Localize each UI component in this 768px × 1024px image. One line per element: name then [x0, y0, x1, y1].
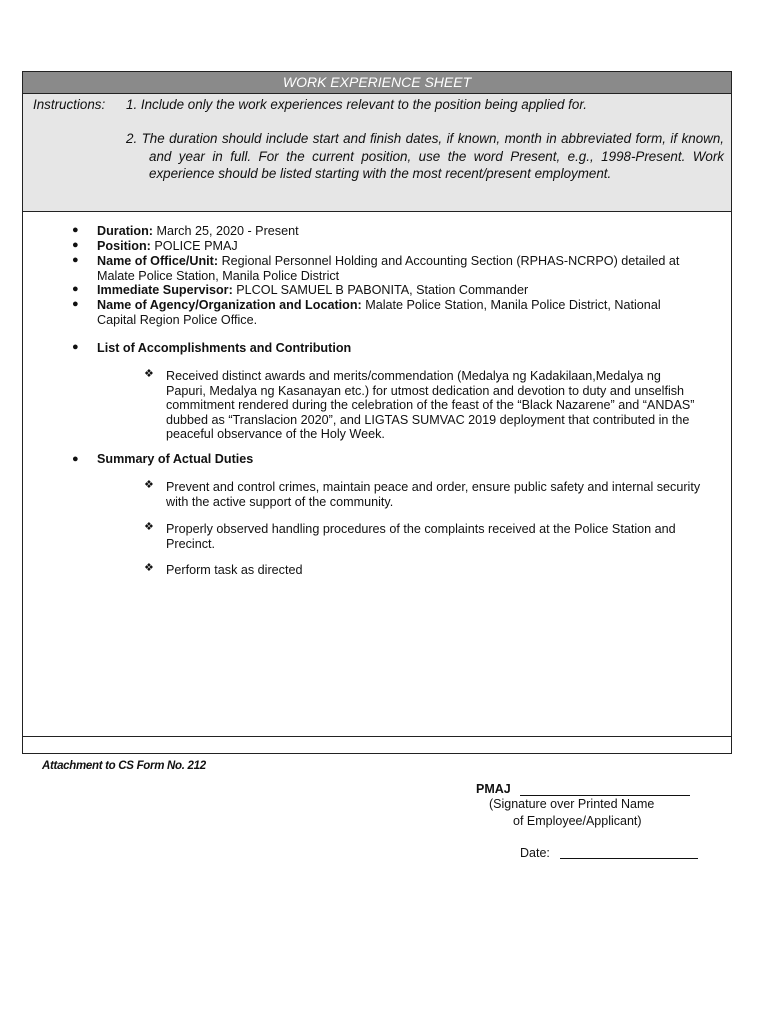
- agency-label: Name of Agency/Organization and Location:: [97, 298, 362, 312]
- sheet-title: WORK EXPERIENCE SHEET: [23, 72, 731, 94]
- bullet-dot-icon: ●: [72, 341, 79, 353]
- supervisor-value: PLCOL SAMUEL B PABONITA, Station Commander: [236, 283, 529, 297]
- instruction-1: 1. Include only the work experiences relevant to the position being applied for.: [126, 97, 588, 112]
- sheet-footer-row: [22, 736, 732, 754]
- signature-caption-2: of Employee/Applicant): [513, 814, 642, 828]
- position-label: Position:: [97, 239, 151, 253]
- accomplishments-heading: List of Accomplishments and Contribution: [97, 341, 352, 355]
- position-row: [97, 239, 687, 254]
- signature-rank: PMAJ: [476, 782, 511, 796]
- agency-value: Malate Police Station, Manila Police District, National Capital Region Police Office.: [97, 298, 661, 327]
- office-row: [97, 254, 702, 283]
- supervisor-row: [97, 283, 687, 298]
- instructions-block: [23, 94, 731, 212]
- diamond-bullet-icon: ❖: [144, 368, 154, 380]
- signature-caption: (Signature over Printed Name: [489, 797, 655, 811]
- attachment-note: Attachment to CS Form No. 212: [42, 760, 206, 772]
- bullet-dot-icon: ●: [72, 298, 79, 310]
- diamond-bullet-icon: ❖: [144, 479, 154, 491]
- date-line[interactable]: [560, 858, 698, 859]
- duty-item: Properly observed handling procedures of the complaints received at the Police Station and Precinct.: [166, 522, 676, 551]
- duties-heading: Summary of Actual Duties: [97, 452, 254, 466]
- position-value: POLICE PMAJ: [154, 239, 238, 253]
- duty-item: Perform task as directed: [166, 563, 303, 577]
- duration-value: March 25, 2020 - Present: [156, 224, 299, 238]
- bullet-dot-icon: ●: [72, 224, 79, 236]
- office-label: Name of Office/Unit:: [97, 254, 219, 268]
- date-label: Date:: [520, 846, 550, 860]
- bullet-dot-icon: ●: [72, 239, 79, 251]
- signature-line[interactable]: [520, 795, 690, 796]
- supervisor-label: Immediate Supervisor:: [97, 283, 233, 297]
- instruction-2: 2. The duration should include start and finish dates, if known, month in abbreviated form, if known, and year in full. For the current position, use the word Present, e.g., 1998-Present. Work experience should be listed starting with the most recent/present employment.: [126, 131, 724, 181]
- diamond-bullet-icon: ❖: [144, 562, 154, 574]
- agency-row: [97, 298, 687, 327]
- diamond-bullet-icon: ❖: [144, 521, 154, 533]
- duty-item: Prevent and control crimes, maintain peace and order, ensure public safety and internal security with the active support of the community.: [166, 480, 701, 509]
- bullet-dot-icon: ●: [72, 254, 79, 266]
- instructions-label: Instructions:: [33, 97, 106, 112]
- accomplishment-item: Received distinct awards and merits/commendation (Medalya ng Kadakilaan,Medalya ng Papuri, Medalya ng Kasanayan etc.) for utmost dedication and devotion to duty and unselfish commitment rendered during the celebration of the feast of the “Black Nazarene” and “ANDAS” dubbed as “Translacion 2020”, and LIGTAS SUMVAC 2019 deployment that contributed in the peaceful observance of the Holy Week.: [166, 369, 695, 441]
- bullet-dot-icon: ●: [72, 453, 79, 465]
- duration-row: [97, 224, 687, 239]
- office-value: Regional Personnel Holding and Accounting Section (RPHAS-NCRPO) detailed at Malate Police Station, Manila Police District: [97, 254, 680, 283]
- bullet-dot-icon: ●: [72, 283, 79, 295]
- duration-label: Duration:: [97, 224, 153, 238]
